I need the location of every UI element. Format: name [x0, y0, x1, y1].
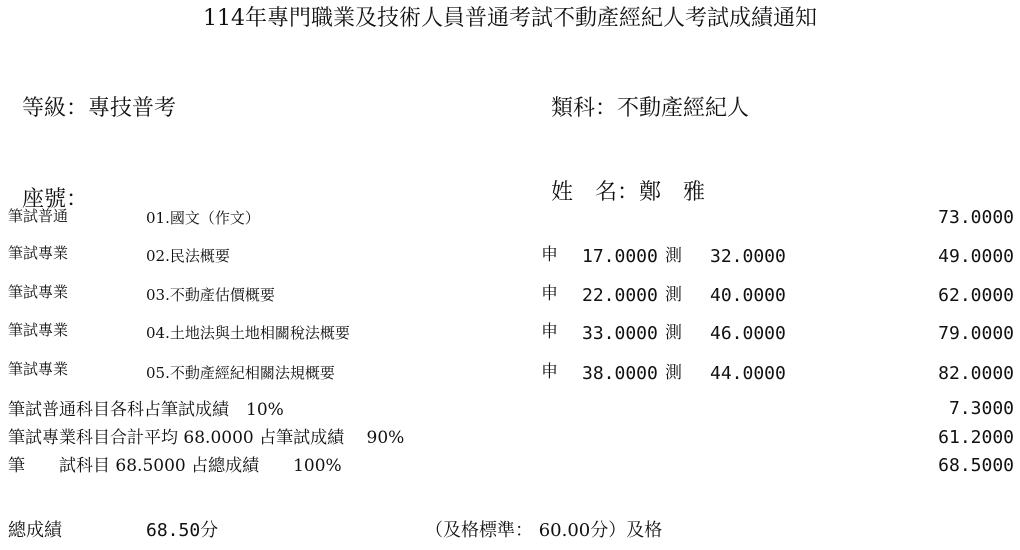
written-label: 申: [541, 245, 558, 265]
test-label: 測: [665, 363, 682, 383]
subject-score: 73.0000: [938, 207, 1014, 228]
category-value: 不動產經紀人: [617, 96, 750, 121]
summary-text: 筆試專業科目合計平均 68.0000 占筆試成績 90%: [8, 428, 405, 448]
subject-score: 49.0000: [938, 246, 1014, 267]
subject-type: 筆試專業: [8, 244, 69, 262]
test-score: 44.0000: [710, 363, 786, 384]
subject-name: 03.不動產估價概要: [146, 286, 275, 304]
seat-label: 座號：: [22, 187, 89, 212]
written-score: 22.0000: [582, 285, 658, 306]
name-label: 姓 名：: [551, 180, 640, 205]
page-title: 114年專門職業及技術人員普通考試不動產經紀人考試成績通知: [203, 6, 817, 31]
written-score: 17.0000: [582, 246, 658, 267]
test-label: 測: [665, 246, 682, 266]
test-score: 32.0000: [710, 246, 786, 267]
subject-type: 筆試普通: [8, 207, 69, 225]
written-score: 38.0000: [582, 363, 658, 384]
pass-standard: （及格標準： 60.00分）及格: [425, 520, 663, 541]
summary-score: 68.5000: [938, 455, 1014, 476]
name-value: 鄭 雅: [639, 180, 706, 205]
subject-type: 筆試專業: [8, 321, 69, 339]
name-field: [537, 160, 705, 204]
level-value: 專技普考: [88, 96, 177, 121]
category-field: [537, 76, 749, 120]
written-score: 33.0000: [582, 323, 658, 344]
summary-score: 7.3000: [948, 398, 1014, 419]
subject-name: 01.國文（作文）: [146, 209, 260, 227]
subject-name: 02.民法概要: [146, 247, 230, 265]
subject-name: 04.土地法與土地相關稅法概要: [146, 324, 350, 342]
subject-type: 筆試專業: [8, 283, 69, 301]
level-label: 等級：: [22, 96, 89, 121]
total-score: 68.50分: [146, 520, 219, 541]
total-label: 總成績: [8, 520, 62, 541]
written-label: 申: [541, 284, 558, 304]
test-score: 46.0000: [710, 323, 786, 344]
level-field: [8, 76, 176, 120]
summary-score: 61.2000: [938, 427, 1014, 448]
subject-score: 82.0000: [938, 363, 1014, 384]
summary-text: 筆 試科目 68.5000 占總成績 100%: [8, 456, 342, 476]
test-score: 40.0000: [710, 285, 786, 306]
written-label: 申: [541, 322, 558, 342]
test-label: 測: [665, 285, 682, 305]
category-label: 類科：: [551, 96, 618, 121]
summary-text: 筆試普通科目各科占筆試成績 10%: [8, 400, 284, 420]
test-label: 測: [665, 323, 682, 343]
written-label: 申: [541, 362, 558, 382]
subject-name: 05.不動產經紀相關法規概要: [146, 364, 335, 382]
seat-field: [8, 167, 88, 211]
subject-score: 62.0000: [938, 285, 1014, 306]
subject-type: 筆試專業: [8, 360, 69, 378]
subject-score: 79.0000: [938, 323, 1014, 344]
